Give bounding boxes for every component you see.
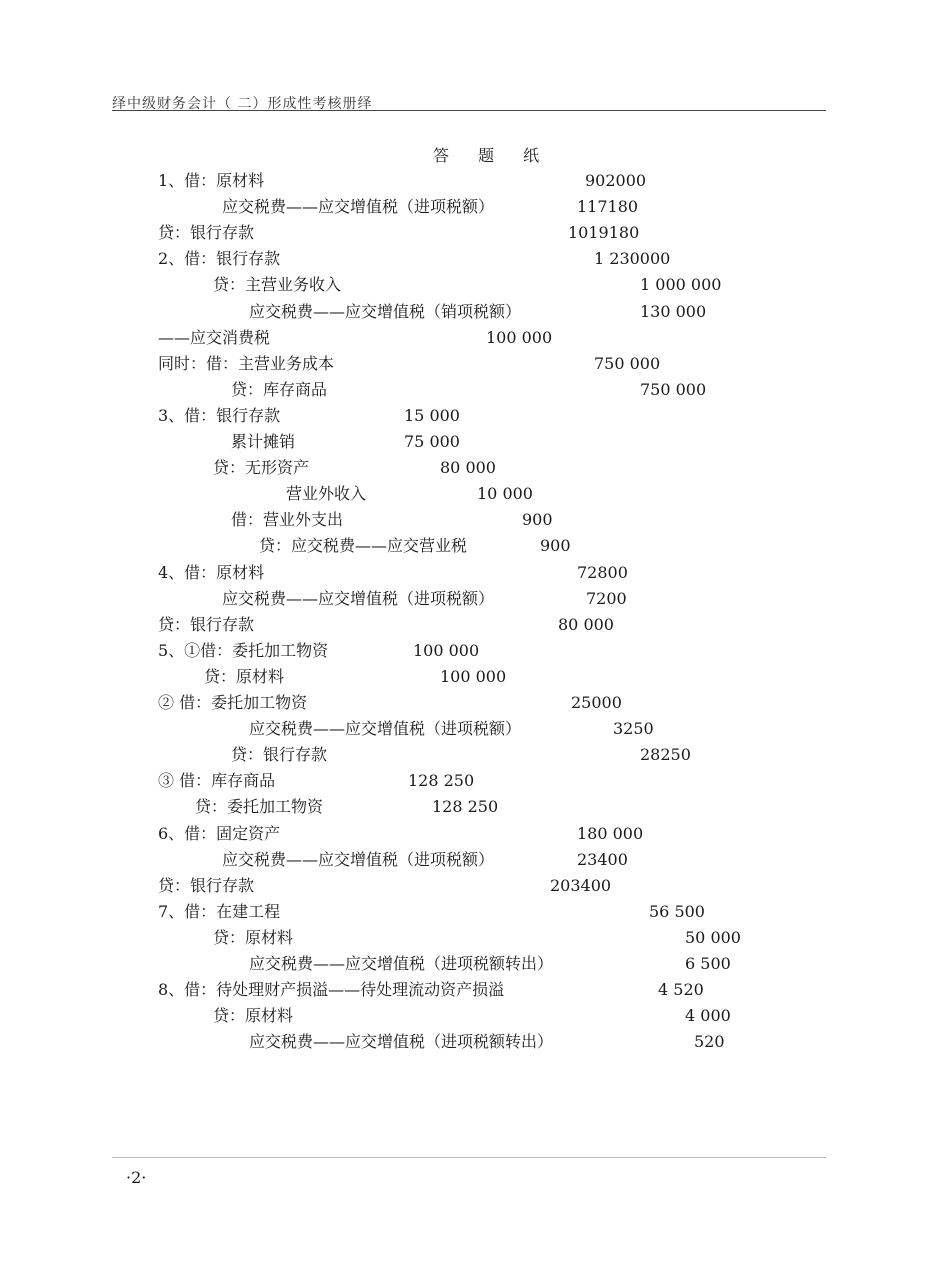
journal-amount: 520 bbox=[694, 1032, 725, 1052]
journal-account: 贷：原材料 bbox=[213, 927, 294, 947]
journal-amount: 56 500 bbox=[649, 901, 705, 921]
journal-line bbox=[0, 328, 950, 354]
journal-amount: 180 000 bbox=[577, 823, 644, 843]
journal-amount: 4 520 bbox=[658, 980, 704, 1000]
journal-amount: 72800 bbox=[577, 562, 628, 582]
journal-line bbox=[0, 1032, 950, 1058]
journal-account: 贷：原材料 bbox=[204, 666, 285, 686]
journal-account: 贷：银行存款 bbox=[231, 745, 328, 765]
journal-account: 4、借：原材料 bbox=[158, 562, 265, 582]
journal-account: 贷：应交税费——应交营业税 bbox=[259, 536, 468, 556]
journal-amount: 130 000 bbox=[640, 301, 707, 321]
journal-line bbox=[0, 171, 950, 197]
journal-account: 7、借：在建工程 bbox=[158, 901, 281, 921]
journal-account: ② 借：委托加工物资 bbox=[158, 693, 308, 712]
journal-account: 贷：银行存款 bbox=[158, 614, 255, 634]
journal-line bbox=[0, 641, 950, 667]
journal-line bbox=[0, 1006, 950, 1032]
journal-line bbox=[0, 275, 950, 301]
journal-line bbox=[0, 458, 950, 484]
journal-account: 贷：无形资产 bbox=[213, 458, 310, 478]
journal-amount: 128 250 bbox=[408, 771, 475, 791]
journal-amount: 100 000 bbox=[413, 640, 480, 660]
journal-line bbox=[0, 302, 950, 328]
journal-amount: 100 000 bbox=[440, 666, 507, 686]
journal-line bbox=[0, 824, 950, 850]
journal-account: 贷：银行存款 bbox=[158, 223, 255, 243]
journal-account: 贷：委托加工物资 bbox=[195, 797, 324, 817]
journal-account: 应交税费——应交增值税（进项税额） bbox=[249, 719, 522, 739]
journal-amount: 80 000 bbox=[558, 614, 614, 634]
journal-account: 贷：银行存款 bbox=[158, 875, 255, 895]
journal-account: 应交税费——应交增值税（进项税额转出） bbox=[249, 954, 554, 973]
running-header: 绎中级财务会计（ 二）形成性考核册绎 bbox=[112, 96, 373, 112]
journal-line bbox=[0, 380, 950, 406]
journal-account: 累计摊销 bbox=[231, 432, 296, 451]
journal-amount: 900 bbox=[522, 510, 553, 530]
journal-amount: 10 000 bbox=[477, 484, 533, 504]
journal-amount: 902000 bbox=[585, 171, 647, 190]
journal-account: 借：营业外支出 bbox=[231, 510, 344, 530]
journal-amount: 117180 bbox=[577, 197, 639, 217]
journal-line bbox=[0, 771, 950, 797]
journal-line bbox=[0, 980, 950, 1006]
journal-amount: 203400 bbox=[550, 875, 612, 895]
header-rule bbox=[112, 110, 826, 111]
journal-account: 贷：原材料 bbox=[213, 1006, 294, 1026]
journal-line bbox=[0, 615, 950, 641]
journal-amount: 50 000 bbox=[685, 927, 741, 947]
journal-amount: 100 000 bbox=[486, 327, 553, 347]
journal-amount: 28250 bbox=[640, 745, 691, 765]
journal-line bbox=[0, 667, 950, 693]
journal-account: 应交税费——应交增值税（进项税额） bbox=[222, 588, 495, 608]
journal-amount: 750 000 bbox=[640, 379, 707, 399]
journal-account: 3、借：银行存款 bbox=[158, 405, 281, 425]
page-number: ·2· bbox=[126, 1168, 147, 1187]
journal-account: 1、借：原材料 bbox=[158, 171, 265, 190]
journal-line bbox=[0, 484, 950, 510]
journal-line bbox=[0, 249, 950, 275]
journal-line bbox=[0, 432, 950, 458]
journal-amount: 1 000 000 bbox=[640, 275, 722, 295]
journal-amount: 128 250 bbox=[432, 797, 499, 817]
journal-account: 2、借：银行存款 bbox=[158, 249, 281, 269]
journal-account: 同时：借：主营业务成本 bbox=[158, 353, 335, 373]
journal-amount: 15 000 bbox=[404, 405, 460, 425]
journal-line bbox=[0, 589, 950, 615]
journal-line bbox=[0, 745, 950, 771]
journal-line bbox=[0, 850, 950, 876]
journal-amount: 1 230000 bbox=[594, 249, 671, 269]
journal-amount: 75 000 bbox=[404, 432, 460, 451]
journal-account: 应交税费——应交增值税（销项税额） bbox=[249, 301, 522, 321]
journal-amount: 900 bbox=[540, 536, 571, 556]
journal-account: ③ 借：库存商品 bbox=[158, 771, 276, 791]
journal-line bbox=[0, 797, 950, 823]
journal-account: 6、借：固定资产 bbox=[158, 823, 281, 843]
journal-amount: 4 000 bbox=[685, 1006, 731, 1026]
journal-line bbox=[0, 563, 950, 589]
journal-line bbox=[0, 223, 950, 249]
journal-account: 5、①借：委托加工物资 bbox=[158, 640, 329, 660]
journal-line bbox=[0, 693, 950, 719]
journal-account: 应交税费——应交增值税（进项税额） bbox=[222, 197, 495, 217]
journal-account: 贷：库存商品 bbox=[231, 379, 328, 399]
journal-account: 应交税费——应交增值税（进项税额转出） bbox=[249, 1032, 554, 1052]
journal-line bbox=[0, 536, 950, 562]
journal-line bbox=[0, 902, 950, 928]
journal-account: ——应交消费税 bbox=[158, 327, 271, 347]
journal-account: 应交税费——应交增值税（进项税额） bbox=[222, 849, 495, 869]
journal-amount: 6 500 bbox=[685, 954, 731, 973]
journal-line bbox=[0, 354, 950, 380]
journal-amount: 25000 bbox=[571, 693, 622, 712]
journal-amount: 7200 bbox=[586, 588, 627, 608]
journal-amount: 80 000 bbox=[440, 458, 496, 478]
journal-account: 8、借：待处理财产损溢——待处理流动资产损溢 bbox=[158, 980, 505, 1000]
journal-amount: 1019180 bbox=[568, 223, 640, 243]
journal-line bbox=[0, 719, 950, 745]
journal-line bbox=[0, 954, 950, 980]
page-title: 答 题 纸 bbox=[433, 146, 552, 165]
journal-line bbox=[0, 510, 950, 536]
journal-line bbox=[0, 928, 950, 954]
journal-account: 营业外收入 bbox=[286, 484, 367, 504]
journal-amount: 23400 bbox=[577, 849, 628, 869]
journal-line bbox=[0, 406, 950, 432]
journal-account: 贷：主营业务收入 bbox=[213, 275, 342, 295]
footer-rule bbox=[112, 1157, 826, 1158]
journal-amount: 750 000 bbox=[594, 353, 661, 373]
journal-amount: 3250 bbox=[613, 719, 654, 739]
journal-line bbox=[0, 876, 950, 902]
journal-line bbox=[0, 197, 950, 223]
